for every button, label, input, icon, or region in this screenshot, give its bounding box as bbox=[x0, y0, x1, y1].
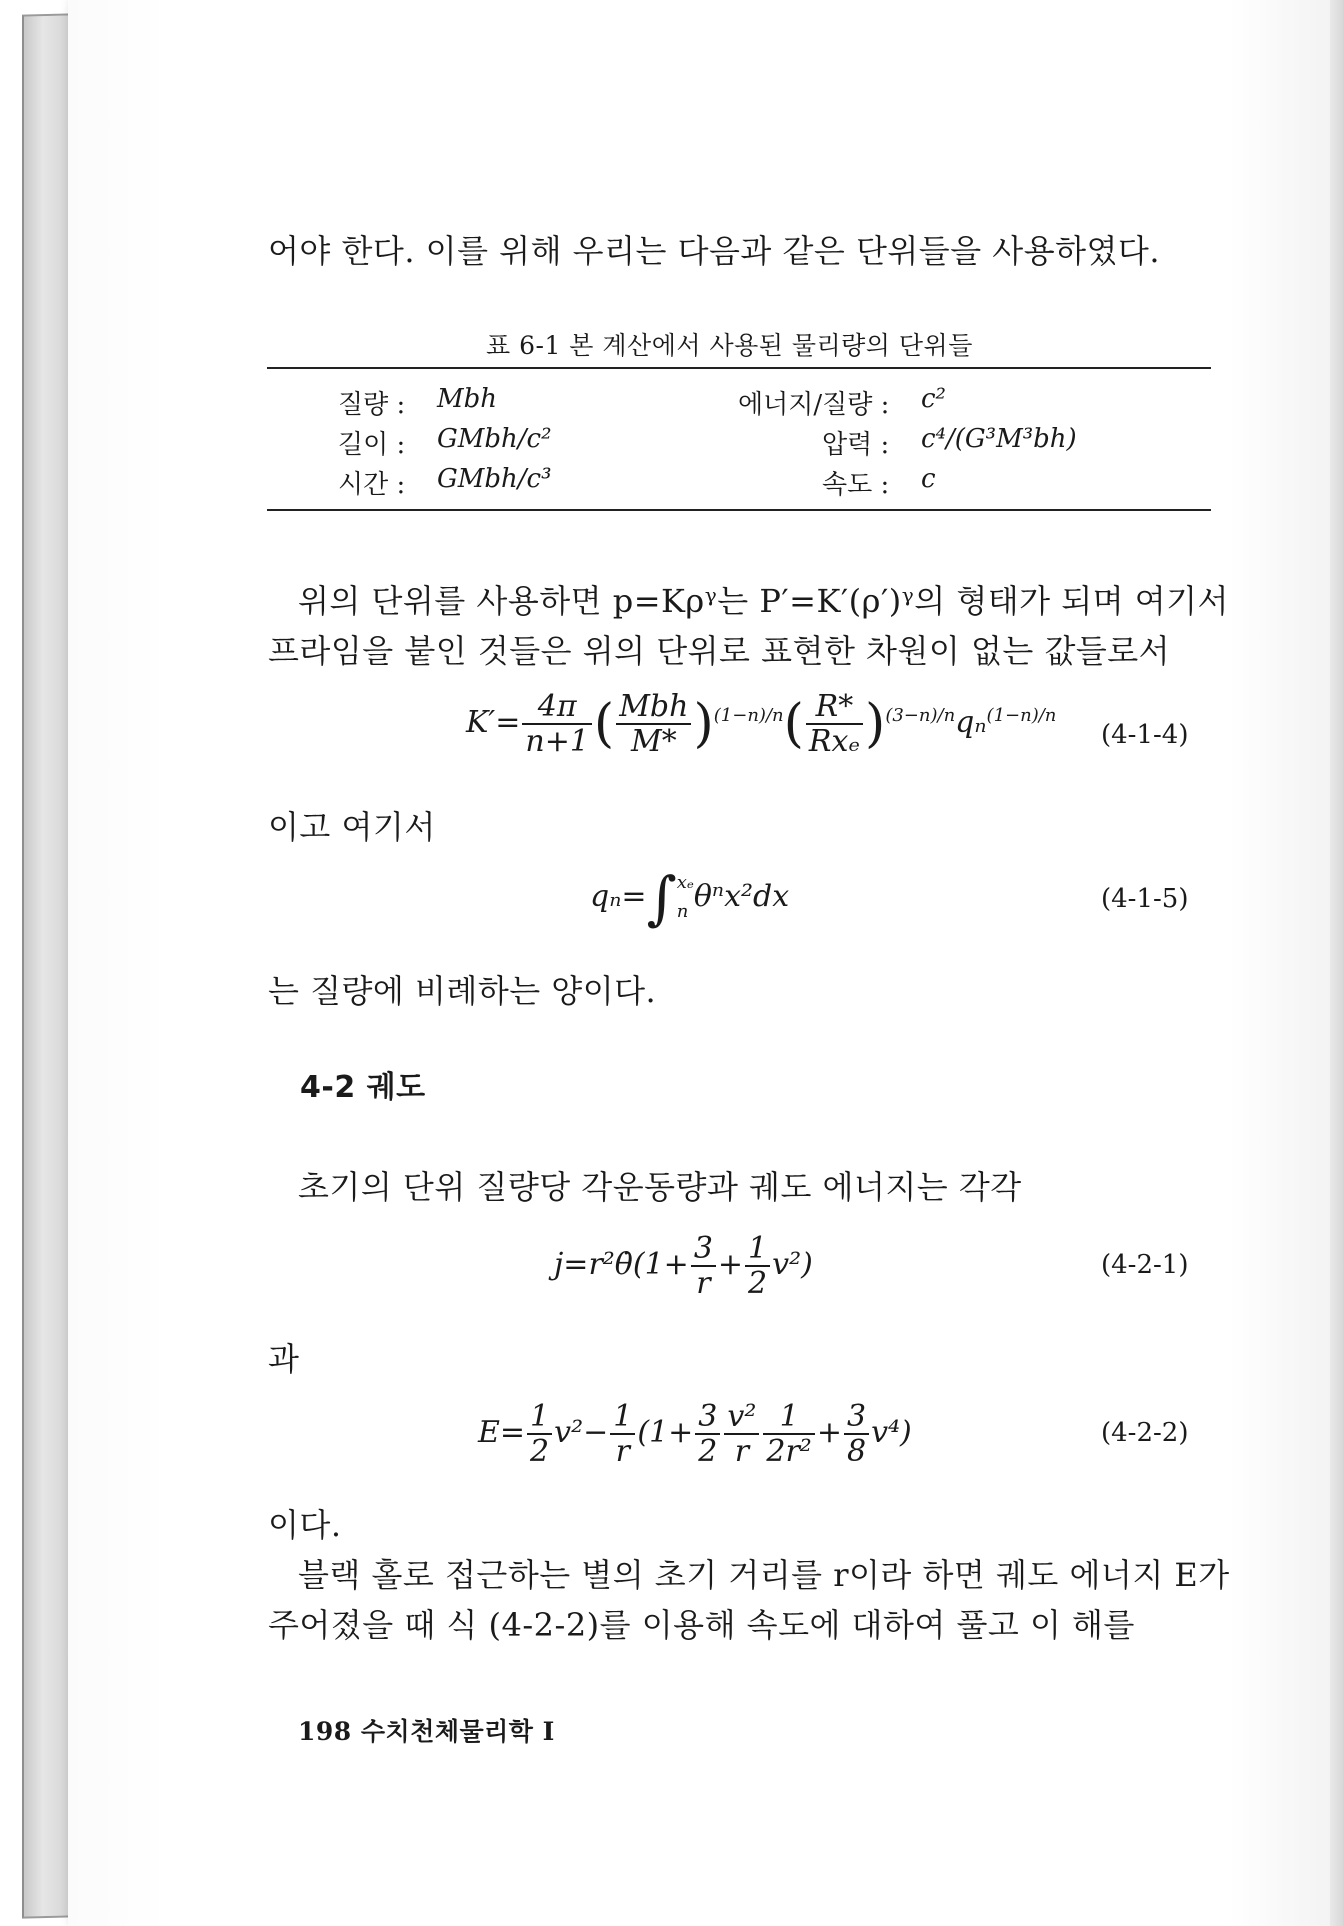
table-value-energy: c² bbox=[921, 384, 946, 414]
table-value-pressure: c⁴/(G³M³bh) bbox=[921, 424, 1077, 454]
eq422-fraction-6 bbox=[844, 1400, 869, 1468]
eq422-plus: + bbox=[816, 1415, 842, 1450]
eq414-paren-close-2: ) bbox=[865, 694, 886, 754]
table-label-length: 길이 : bbox=[338, 430, 406, 460]
paragraph-4: 는 질량에 비례하는 양이다. bbox=[268, 972, 657, 1010]
table-label-mass: 질량 : bbox=[338, 390, 406, 420]
eq422-f1-numerator: 1 bbox=[527, 1400, 552, 1435]
eq414-f2-numerator: Mbh bbox=[616, 690, 691, 725]
eq414-f3-denominator: Rxₑ bbox=[808, 724, 861, 759]
book-spine bbox=[22, 13, 72, 1918]
eq415-body: θⁿx²dx bbox=[693, 879, 790, 914]
eq422-close: v⁴) bbox=[871, 1415, 912, 1450]
eq415-upper-limit: xₑ bbox=[676, 872, 694, 894]
table-label-energy: 에너지/질량 : bbox=[738, 390, 890, 420]
eq422-f4-denominator: r bbox=[734, 1434, 750, 1469]
equation-number-4-2-1: (4-2-1) bbox=[1101, 1250, 1189, 1280]
eq414-tail: qₙ bbox=[955, 705, 987, 740]
eq414-f1-numerator: 4π bbox=[522, 690, 592, 725]
section-heading: 4-2 궤도 bbox=[300, 1070, 426, 1105]
eq421-f2-denominator: 2 bbox=[748, 1266, 768, 1301]
eq422-f2-numerator: 1 bbox=[610, 1400, 635, 1435]
eq422-fraction-3 bbox=[695, 1400, 720, 1468]
eq415-lhs: qₙ= bbox=[590, 879, 647, 914]
paragraph-1: 어야 한다. 이를 위해 우리는 다음과 같은 단위들을 사용하였다. bbox=[268, 232, 1161, 270]
eq422-open: (1+ bbox=[637, 1415, 694, 1450]
eq414-fraction-3 bbox=[806, 690, 863, 758]
eq422-f3-numerator: 3 bbox=[695, 1400, 720, 1435]
eq414-paren-close-1: ) bbox=[693, 694, 714, 754]
paragraph-2-line-1: 위의 단위를 사용하면 p=Kρᵞ는 P′=K′(ρ′)ᵞ의 형태가 되며 여기서 bbox=[298, 582, 1229, 620]
eq421-fraction-2 bbox=[745, 1232, 770, 1300]
paragraph-8-line-2: 주어졌을 때 식 (4-2-2)를 이용해 속도에 대하여 풀고 이 해를 bbox=[268, 1606, 1135, 1644]
table-bottom-rule bbox=[267, 509, 1211, 511]
eq414-exponent-2: (3−n)/n bbox=[885, 705, 956, 726]
eq422-fraction-2 bbox=[610, 1400, 635, 1468]
paragraph-3: 이고 여기서 bbox=[268, 808, 436, 846]
table-top-rule bbox=[267, 367, 1211, 369]
eq415-lower-limit: n bbox=[676, 901, 689, 922]
equation-4-2-1 bbox=[554, 1232, 813, 1300]
table-value-length: GMbh/c² bbox=[437, 424, 552, 454]
eq422-f6-denominator: 8 bbox=[846, 1434, 867, 1469]
eq422-f5-denominator: 2r² bbox=[766, 1434, 812, 1469]
eq414-fraction-2 bbox=[616, 690, 691, 758]
eq421-fraction-1 bbox=[691, 1232, 716, 1300]
eq421-f1-numerator: 3 bbox=[691, 1232, 716, 1267]
eq421-open: (1+ bbox=[632, 1247, 689, 1282]
eq422-mid: v²− bbox=[554, 1415, 609, 1450]
eq414-paren-open-1: ( bbox=[593, 694, 615, 754]
eq422-f1-denominator: 2 bbox=[530, 1434, 550, 1469]
eq414-f1-denominator: n+1 bbox=[525, 724, 589, 759]
eq422-f4-numerator: v² bbox=[724, 1400, 759, 1435]
eq422-f6-numerator: 3 bbox=[844, 1400, 869, 1435]
eq421-lhs: j=r²θ̇ bbox=[554, 1247, 633, 1282]
eq422-fraction-1 bbox=[527, 1400, 552, 1468]
eq415-limits bbox=[677, 869, 694, 927]
table-value-time: GMbh/c³ bbox=[437, 464, 552, 494]
eq414-paren-open-2: ( bbox=[783, 694, 804, 754]
eq414-fraction-1 bbox=[522, 690, 592, 758]
eq414-lhs: K′= bbox=[466, 705, 521, 740]
equation-number-4-1-4: (4-1-4) bbox=[1101, 720, 1189, 750]
eq414-f3-numerator: R* bbox=[806, 690, 863, 725]
eq414-exponent-1: (1−n)/n bbox=[713, 705, 784, 726]
eq422-fraction-5 bbox=[763, 1400, 814, 1468]
eq422-f2-denominator: r bbox=[615, 1434, 630, 1469]
eq415-integral-sign: ∫ bbox=[646, 864, 677, 932]
table-label-velocity: 속도 : bbox=[822, 470, 890, 500]
paragraph-7: 이다. bbox=[268, 1506, 342, 1544]
eq422-f5-numerator: 1 bbox=[763, 1400, 814, 1435]
paragraph-5: 초기의 단위 질량당 각운동량과 궤도 에너지는 각각 bbox=[298, 1168, 1022, 1206]
eq414-f2-denominator: M* bbox=[630, 724, 677, 759]
eq421-plus: + bbox=[717, 1247, 744, 1282]
table-value-mass: Mbh bbox=[437, 384, 498, 414]
page-edge bbox=[1330, 0, 1343, 1926]
eq421-f1-denominator: r bbox=[696, 1266, 711, 1301]
table-value-velocity: c bbox=[921, 464, 936, 494]
paragraph-2-line-2: 프라임을 붙인 것들은 위의 단위로 표현한 차원이 없는 값들로서 bbox=[268, 632, 1171, 670]
equation-4-1-4 bbox=[466, 690, 1056, 758]
equation-number-4-2-2: (4-2-2) bbox=[1101, 1418, 1189, 1448]
eq422-fraction-4 bbox=[724, 1400, 759, 1468]
paragraph-8-line-1: 블랙 홀로 접근하는 별의 초기 거리를 r이라 하면 궤도 에너지 E가 bbox=[298, 1556, 1230, 1594]
paragraph-6: 과 bbox=[268, 1340, 300, 1378]
table-label-pressure: 압력 : bbox=[822, 430, 890, 460]
equation-number-4-1-5: (4-1-5) bbox=[1101, 884, 1189, 914]
eq414-exponent-3: (1−n)/n bbox=[986, 705, 1057, 726]
eq421-close: v²) bbox=[772, 1247, 813, 1282]
equation-4-2-2 bbox=[478, 1400, 912, 1468]
equation-4-1-5 bbox=[590, 864, 789, 932]
page-footer: 198 수치천체물리학 I bbox=[298, 1717, 555, 1746]
eq421-f2-numerator: 1 bbox=[745, 1232, 770, 1267]
eq422-f3-denominator: 2 bbox=[698, 1434, 718, 1469]
table-caption: 표 6-1 본 계산에서 사용된 물리량의 단위들 bbox=[486, 331, 973, 360]
table-label-time: 시간 : bbox=[338, 470, 406, 500]
eq422-lhs: E= bbox=[478, 1415, 526, 1450]
